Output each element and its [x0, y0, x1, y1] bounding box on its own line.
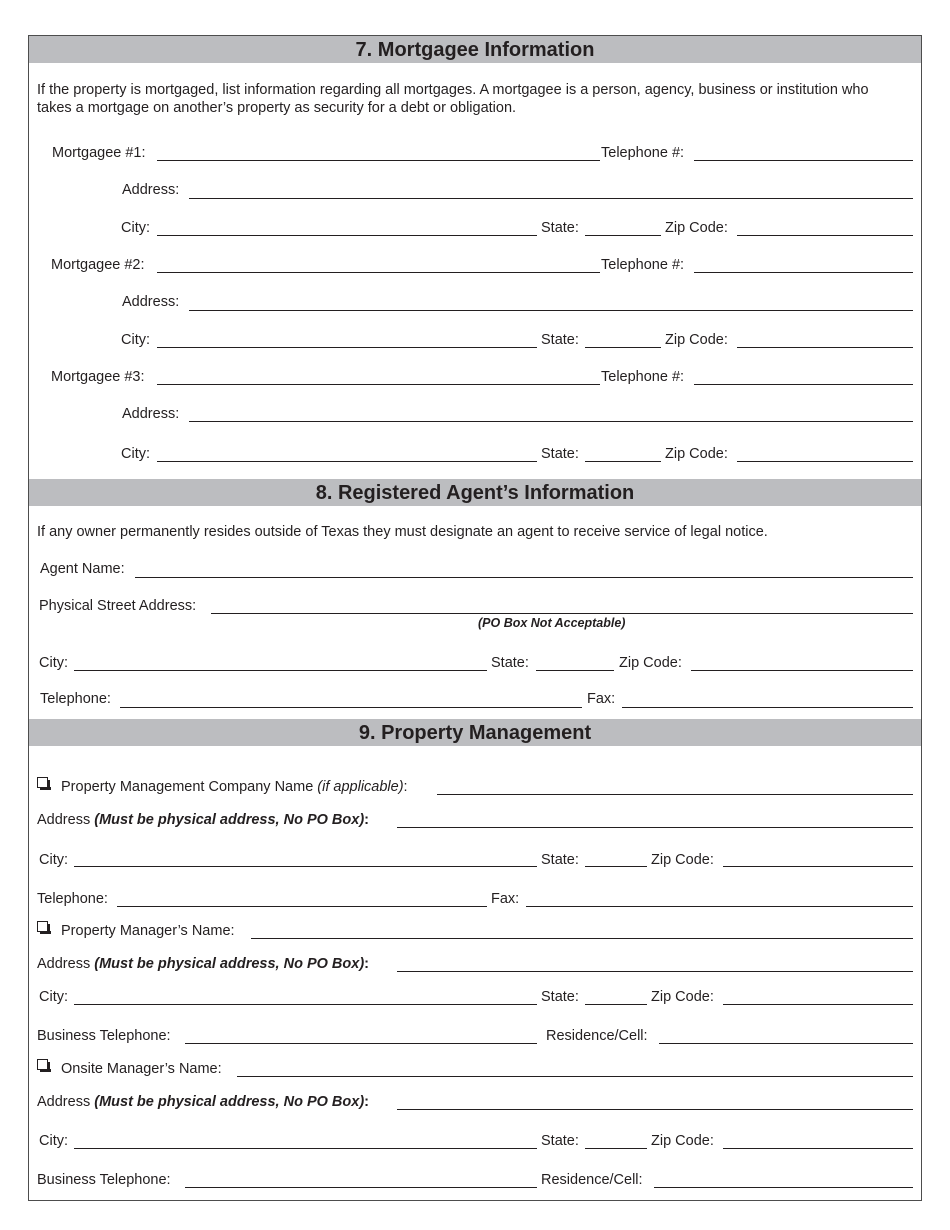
onsite-name-field[interactable]	[237, 1076, 913, 1077]
agent-state-label: State:	[491, 655, 529, 671]
company-state-field[interactable]	[585, 866, 647, 867]
agent-zip-field[interactable]	[691, 670, 913, 671]
section-8-header	[29, 479, 921, 506]
manager-state-label: State:	[541, 989, 579, 1005]
agent-state-field[interactable]	[536, 670, 614, 671]
mortgagee-2-state-label: State:	[541, 332, 579, 348]
mortgagee-3-state-label: State:	[541, 446, 579, 462]
mortgagee-2-zip-field[interactable]	[737, 347, 913, 348]
agent-telephone-label: Telephone:	[40, 691, 111, 707]
manager-business-telephone-label: Business Telephone:	[37, 1028, 171, 1044]
agent-fax-field[interactable]	[622, 707, 913, 708]
mortgagee-2-city-field[interactable]	[157, 347, 537, 348]
mortgagee-1-zip-label: Zip Code:	[665, 220, 728, 236]
agent-fax-label: Fax:	[587, 691, 616, 707]
company-checkbox[interactable]	[37, 777, 48, 788]
section-9-header	[29, 719, 921, 746]
company-city-field[interactable]	[74, 866, 537, 867]
mortgagee-3-city-field[interactable]	[157, 461, 537, 462]
agent-city-label: City:	[39, 655, 68, 671]
section-8-title: 8. Registered Agent’s Information	[315, 482, 635, 504]
section-9-title: 9. Property Management	[358, 722, 592, 744]
onsite-state-field[interactable]	[585, 1148, 647, 1149]
mortgagee-1-label: Mortgagee #1:	[52, 145, 146, 161]
mortgagee-1-field[interactable]	[157, 160, 600, 161]
manager-city-label: City:	[39, 989, 68, 1005]
mortgagee-3-label: Mortgagee #3:	[51, 369, 145, 385]
onsite-state-label: State:	[541, 1133, 579, 1149]
onsite-checkbox[interactable]	[37, 1059, 48, 1070]
mortgagee-1-zip-field[interactable]	[737, 235, 913, 236]
onsite-address-label: Address (Must be physical address, No PO Box):	[37, 1094, 369, 1110]
section-8-intro: If any owner permanently resides outside of Texas they must designate an agent to receive service of legal notice.	[37, 524, 768, 540]
company-name-field[interactable]	[437, 794, 913, 795]
mortgagee-2-field[interactable]	[157, 272, 600, 273]
mortgagee-3-zip-field[interactable]	[737, 461, 913, 462]
mortgagee-2-label: Mortgagee #2:	[51, 257, 145, 273]
agent-name-field[interactable]	[135, 577, 913, 578]
company-state-label: State:	[541, 852, 579, 868]
company-telephone-field[interactable]	[117, 906, 487, 907]
mortgagee-2-address-field[interactable]	[189, 310, 913, 311]
company-city-label: City:	[39, 852, 68, 868]
manager-zip-label: Zip Code:	[651, 989, 714, 1005]
section-7-title: 7. Mortgagee Information	[355, 39, 595, 61]
form-frame	[28, 35, 922, 1201]
mortgagee-3-address-field[interactable]	[189, 421, 913, 422]
mortgagee-2-city-label: City:	[121, 332, 150, 348]
mortgagee-1-address-field[interactable]	[189, 198, 913, 199]
manager-residence-label: Residence/Cell:	[546, 1028, 648, 1044]
onsite-residence-field[interactable]	[654, 1187, 913, 1188]
onsite-zip-label: Zip Code:	[651, 1133, 714, 1149]
manager-name-field[interactable]	[251, 938, 913, 939]
mortgagee-2-telephone-label: Telephone #:	[601, 257, 685, 273]
manager-residence-field[interactable]	[659, 1043, 913, 1044]
agent-street-field[interactable]	[211, 613, 913, 614]
company-fax-field[interactable]	[526, 906, 913, 907]
onsite-residence-label: Residence/Cell:	[541, 1172, 643, 1188]
company-zip-label: Zip Code:	[651, 852, 714, 868]
mortgagee-1-city-label: City:	[121, 220, 150, 236]
onsite-business-telephone-label: Business Telephone:	[37, 1172, 171, 1188]
manager-address-label: Address (Must be physical address, No PO Box):	[37, 956, 369, 972]
onsite-name-label: Onsite Manager’s Name:	[61, 1061, 222, 1077]
section-7-intro: If the property is mortgaged, list information regarding all mortgages. A mortgagee is a person, agency, business or institution who takes a mortgage on another’s property as security for a debt or obligation.	[37, 82, 869, 116]
agent-name-label: Agent Name:	[40, 561, 125, 577]
mortgagee-3-city-label: City:	[121, 446, 150, 462]
agent-telephone-field[interactable]	[120, 707, 582, 708]
mortgagee-3-address-label: Address:	[122, 406, 180, 422]
section-7-header	[29, 36, 921, 63]
mortgagee-3-state-field[interactable]	[585, 461, 661, 462]
company-zip-field[interactable]	[723, 866, 913, 867]
mortgagee-1-state-label: State:	[541, 220, 579, 236]
mortgagee-2-state-field[interactable]	[585, 347, 661, 348]
agent-city-field[interactable]	[74, 670, 487, 671]
mortgagee-3-telephone-label: Telephone #:	[601, 369, 685, 385]
mortgagee-3-zip-label: Zip Code:	[665, 446, 728, 462]
manager-business-telephone-field[interactable]	[185, 1043, 537, 1044]
onsite-business-telephone-field[interactable]	[185, 1187, 537, 1188]
manager-name-label: Property Manager’s Name:	[61, 923, 235, 939]
agent-street-label: Physical Street Address:	[39, 598, 197, 614]
onsite-zip-field[interactable]	[723, 1148, 913, 1149]
agent-zip-label: Zip Code:	[619, 655, 682, 671]
manager-checkbox[interactable]	[37, 921, 48, 932]
company-address-label: Address (Must be physical address, No PO Box):	[37, 812, 369, 828]
mortgagee-3-telephone-field[interactable]	[694, 384, 913, 385]
mortgagee-2-telephone-field[interactable]	[694, 272, 913, 273]
mortgagee-2-zip-label: Zip Code:	[665, 332, 728, 348]
company-address-field[interactable]	[397, 827, 913, 828]
mortgagee-1-telephone-field[interactable]	[694, 160, 913, 161]
company-fax-label: Fax:	[491, 891, 520, 907]
manager-address-field[interactable]	[397, 971, 913, 972]
mortgagee-1-state-field[interactable]	[585, 235, 661, 236]
onsite-address-field[interactable]	[397, 1109, 913, 1110]
company-name-label: Property Management Company Name (if applicable):	[61, 779, 408, 795]
manager-state-field[interactable]	[585, 1004, 647, 1005]
manager-city-field[interactable]	[74, 1004, 537, 1005]
mortgagee-2-address-label: Address:	[122, 294, 180, 310]
mortgagee-1-address-label: Address:	[122, 182, 180, 198]
mortgagee-1-telephone-label: Telephone #:	[601, 145, 685, 161]
company-telephone-label: Telephone:	[37, 891, 108, 907]
onsite-city-field[interactable]	[74, 1148, 537, 1149]
mortgagee-3-field[interactable]	[157, 384, 600, 385]
mortgagee-1-city-field[interactable]	[157, 235, 537, 236]
onsite-city-label: City:	[39, 1133, 68, 1149]
manager-zip-field[interactable]	[723, 1004, 913, 1005]
po-box-note: (PO Box Not Acceptable)	[478, 616, 626, 630]
